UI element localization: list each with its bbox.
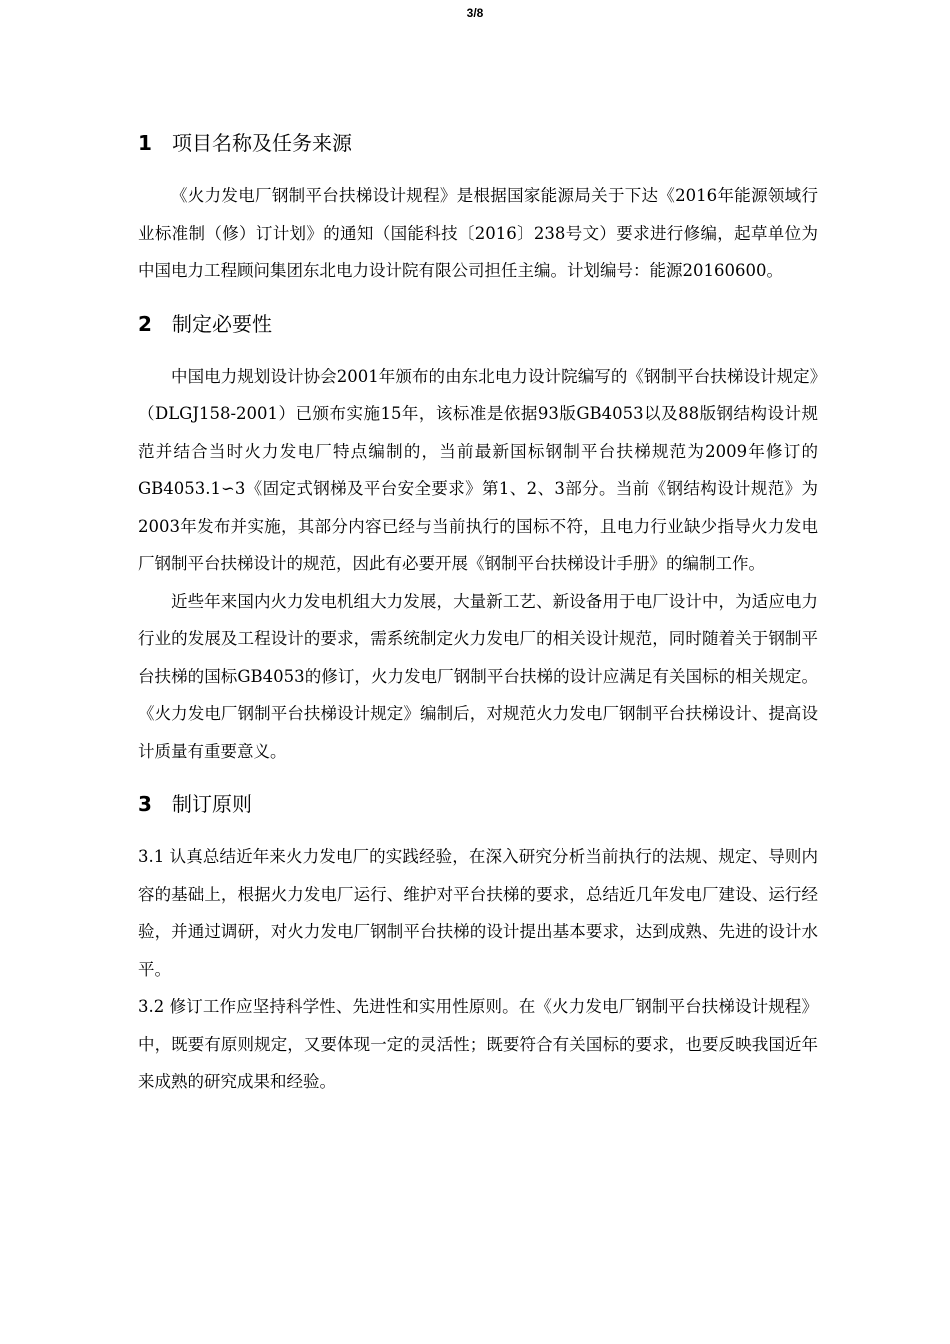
paragraph: 中国电力规划设计协会2001年颁布的由东北电力设计院编写的《钢制平台扶梯设计规定》（DLGJ158-2001）已颁布实施15年，该标准是依据93版GB4053以及88版钢结构设计规范并结合当时火力发电厂特点编制的，当前最新国标钢制平台扶梯规范为2009年修订的GB4053.1∽3《固定式钢梯及平台安全要求》第1、2、3部分。当前《钢结构设计规范》为2003年发布并实施，其部分内容已经与当前执行的国标不符，且电力行业缺少指导火力发电厂钢制平台扶梯设计的规范，因此有必要开展《钢制平台扶梯设计手册》的编制工作。 <box>138 366 818 573</box>
page-number: 3/8 <box>466 6 484 20</box>
numbered-item: 3.1 认真总结近年来火力发电厂的实践经验，在深入研究分析当前执行的法规、规定、导则内容的基础上，根据火力发电厂运行、维护对平台扶梯的要求，总结近几年发电厂建设、运行经验，并通过调研，对火力发电厂钢制平台扶梯的设计提出基本要求，达到成熟、先进的设计水平。 <box>138 847 818 979</box>
section-title: 制订原则 <box>172 792 252 816</box>
section-number: 2 <box>138 311 152 336</box>
section-number: 3 <box>138 792 152 816</box>
paragraph: 《火力发电厂钢制平台扶梯设计规程》是根据国家能源局关于下达《2016年能源领域行业标准制（修）订计划》的通知（国能科技〔2016〕238号文）要求进行修编，起草单位为中国电力工程顾问集团东北电力设计院有限公司担任主编。计划编号：能源20160600。 <box>138 186 818 280</box>
section-title: 制定必要性 <box>172 311 272 336</box>
document-body <box>138 120 818 1101</box>
section-heading-3 <box>138 781 818 827</box>
section-heading-2 <box>138 301 818 347</box>
numbered-item: 3.2 修订工作应坚持科学性、先进性和实用性原则。在《火力发电厂钢制平台扶梯设计规程》中，既要有原则规定，又要体现一定的灵活性；既要符合有关国标的要求，也要反映我国近年来成熟的研究成果和经验。 <box>138 997 818 1091</box>
section-heading-1 <box>138 120 818 166</box>
section-number: 1 <box>138 131 152 155</box>
paragraph: 近些年来国内火力发电机组大力发展，大量新工艺、新设备用于电厂设计中，为适应电力行业的发展及工程设计的要求，需系统制定火力发电厂的相关设计规范，同时随着关于钢制平台扶梯的国标GB4053的修订，火力发电厂钢制平台扶梯的设计应满足有关国标的相关规定。《火力发电厂钢制平台扶梯设计规定》编制后，对规范火力发电厂钢制平台扶梯设计、提高设计质量有重要意义。 <box>138 591 818 761</box>
section-title: 项目名称及任务来源 <box>172 131 352 155</box>
